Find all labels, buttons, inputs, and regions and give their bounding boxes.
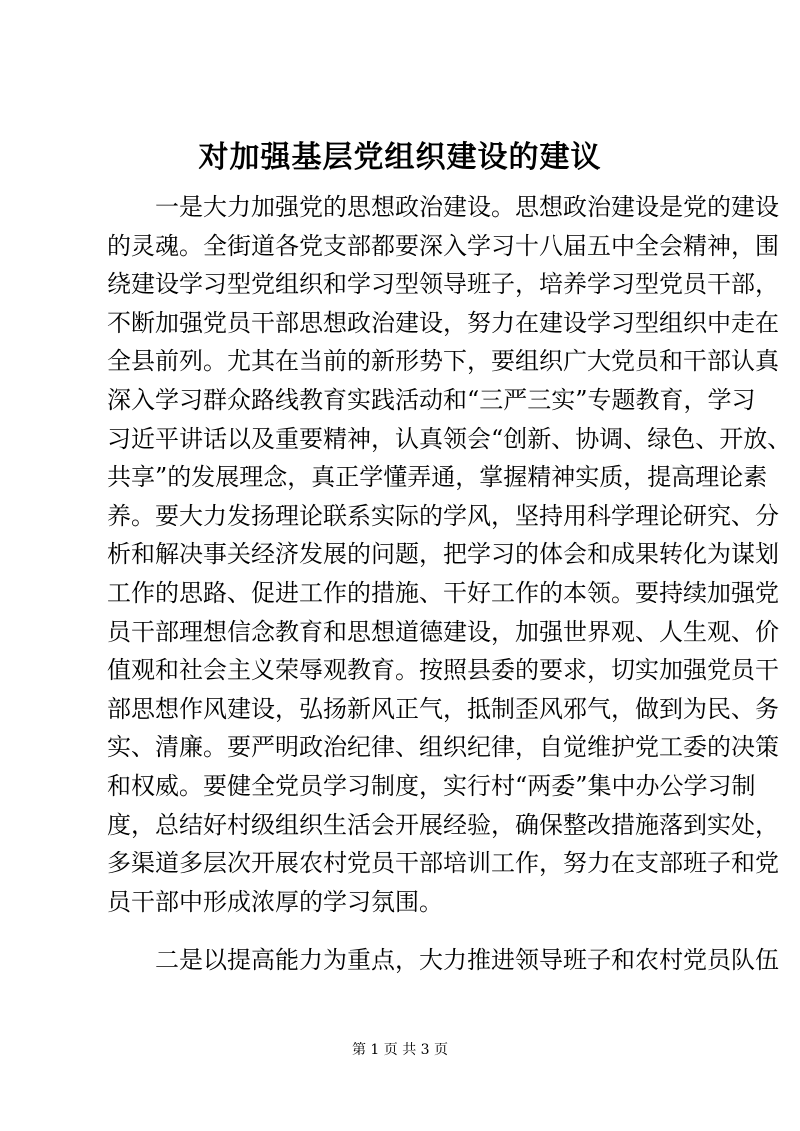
text-line: 二是以提高能力为重点，大力推进领导班子和农村党员队伍 (107, 946, 779, 974)
text-line: 共享”的发展理念，真正学懂弄通，掌握精神实质，提高理论素 (107, 463, 768, 492)
page-footer: 第 1 页 共 3 页 (351, 1042, 449, 1058)
text-line: 和权威。要健全党员学习制度，实行村“两委”集中办公学习制 (107, 771, 756, 800)
text-line: 值观和社会主义荣辱观教育。按照县委的要求，切实加强党员干 (107, 656, 779, 685)
text-line: 深入学习群众路线教育实践活动和“三严三实”专题教育，学习 (107, 385, 756, 414)
text-line: 不断加强党员干部思想政治建设，努力在建设学习型组织中走在 (107, 308, 779, 337)
paragraph-2 (107, 941, 779, 980)
text-line: 的灵魂。全街道各党支部都要深入学习十八届五中全会精神，围 (107, 231, 779, 260)
text-line: 度，总结好村级组织生活会开展经验，确保整改措施落到实处， (107, 810, 779, 839)
text-line: 全县前列。尤其在当前的新形势下，要组织广大党员和干部认真 (107, 347, 779, 376)
text-line: 实、清廉。要严明政治纪律、组织纪律，自觉维护党工委的决策 (107, 733, 779, 762)
text-line: 工作的思路、促进工作的措施、干好工作的本领。要持续加强党 (107, 578, 779, 607)
text-line: 员干部理想信念教育和思想道德建设，加强世界观、人生观、价 (107, 617, 779, 646)
text-line: 习近平讲话以及重要精神，认真领会“创新、协调、绿色、开放、 (107, 424, 792, 453)
text-line: 员干部中形成浓厚的学习氛围。 (107, 887, 443, 916)
text-line: 多渠道多层次开展农村党员干部培训工作，努力在支部班子和党 (107, 849, 779, 878)
text-line: 部思想作风建设，弘扬新风正气，抵制歪风邪气，做到为民、务 (107, 694, 779, 723)
text-line: 析和解决事关经济发展的问题，把学习的体会和成果转化为谋划 (107, 540, 779, 569)
document-title: 对加强基层党组织建设的建议 (198, 140, 602, 175)
text-line: 养。要大力发扬理论联系实际的学风，坚持用科学理论研究、分 (107, 501, 779, 530)
paragraph-1 (107, 188, 792, 921)
text-line: 绕建设学习型党组织和学习型领导班子，培养学习型党员干部， (107, 270, 779, 299)
text-line: 一是大力加强党的思想政治建设。思想政治建设是党的建设 (107, 193, 779, 221)
